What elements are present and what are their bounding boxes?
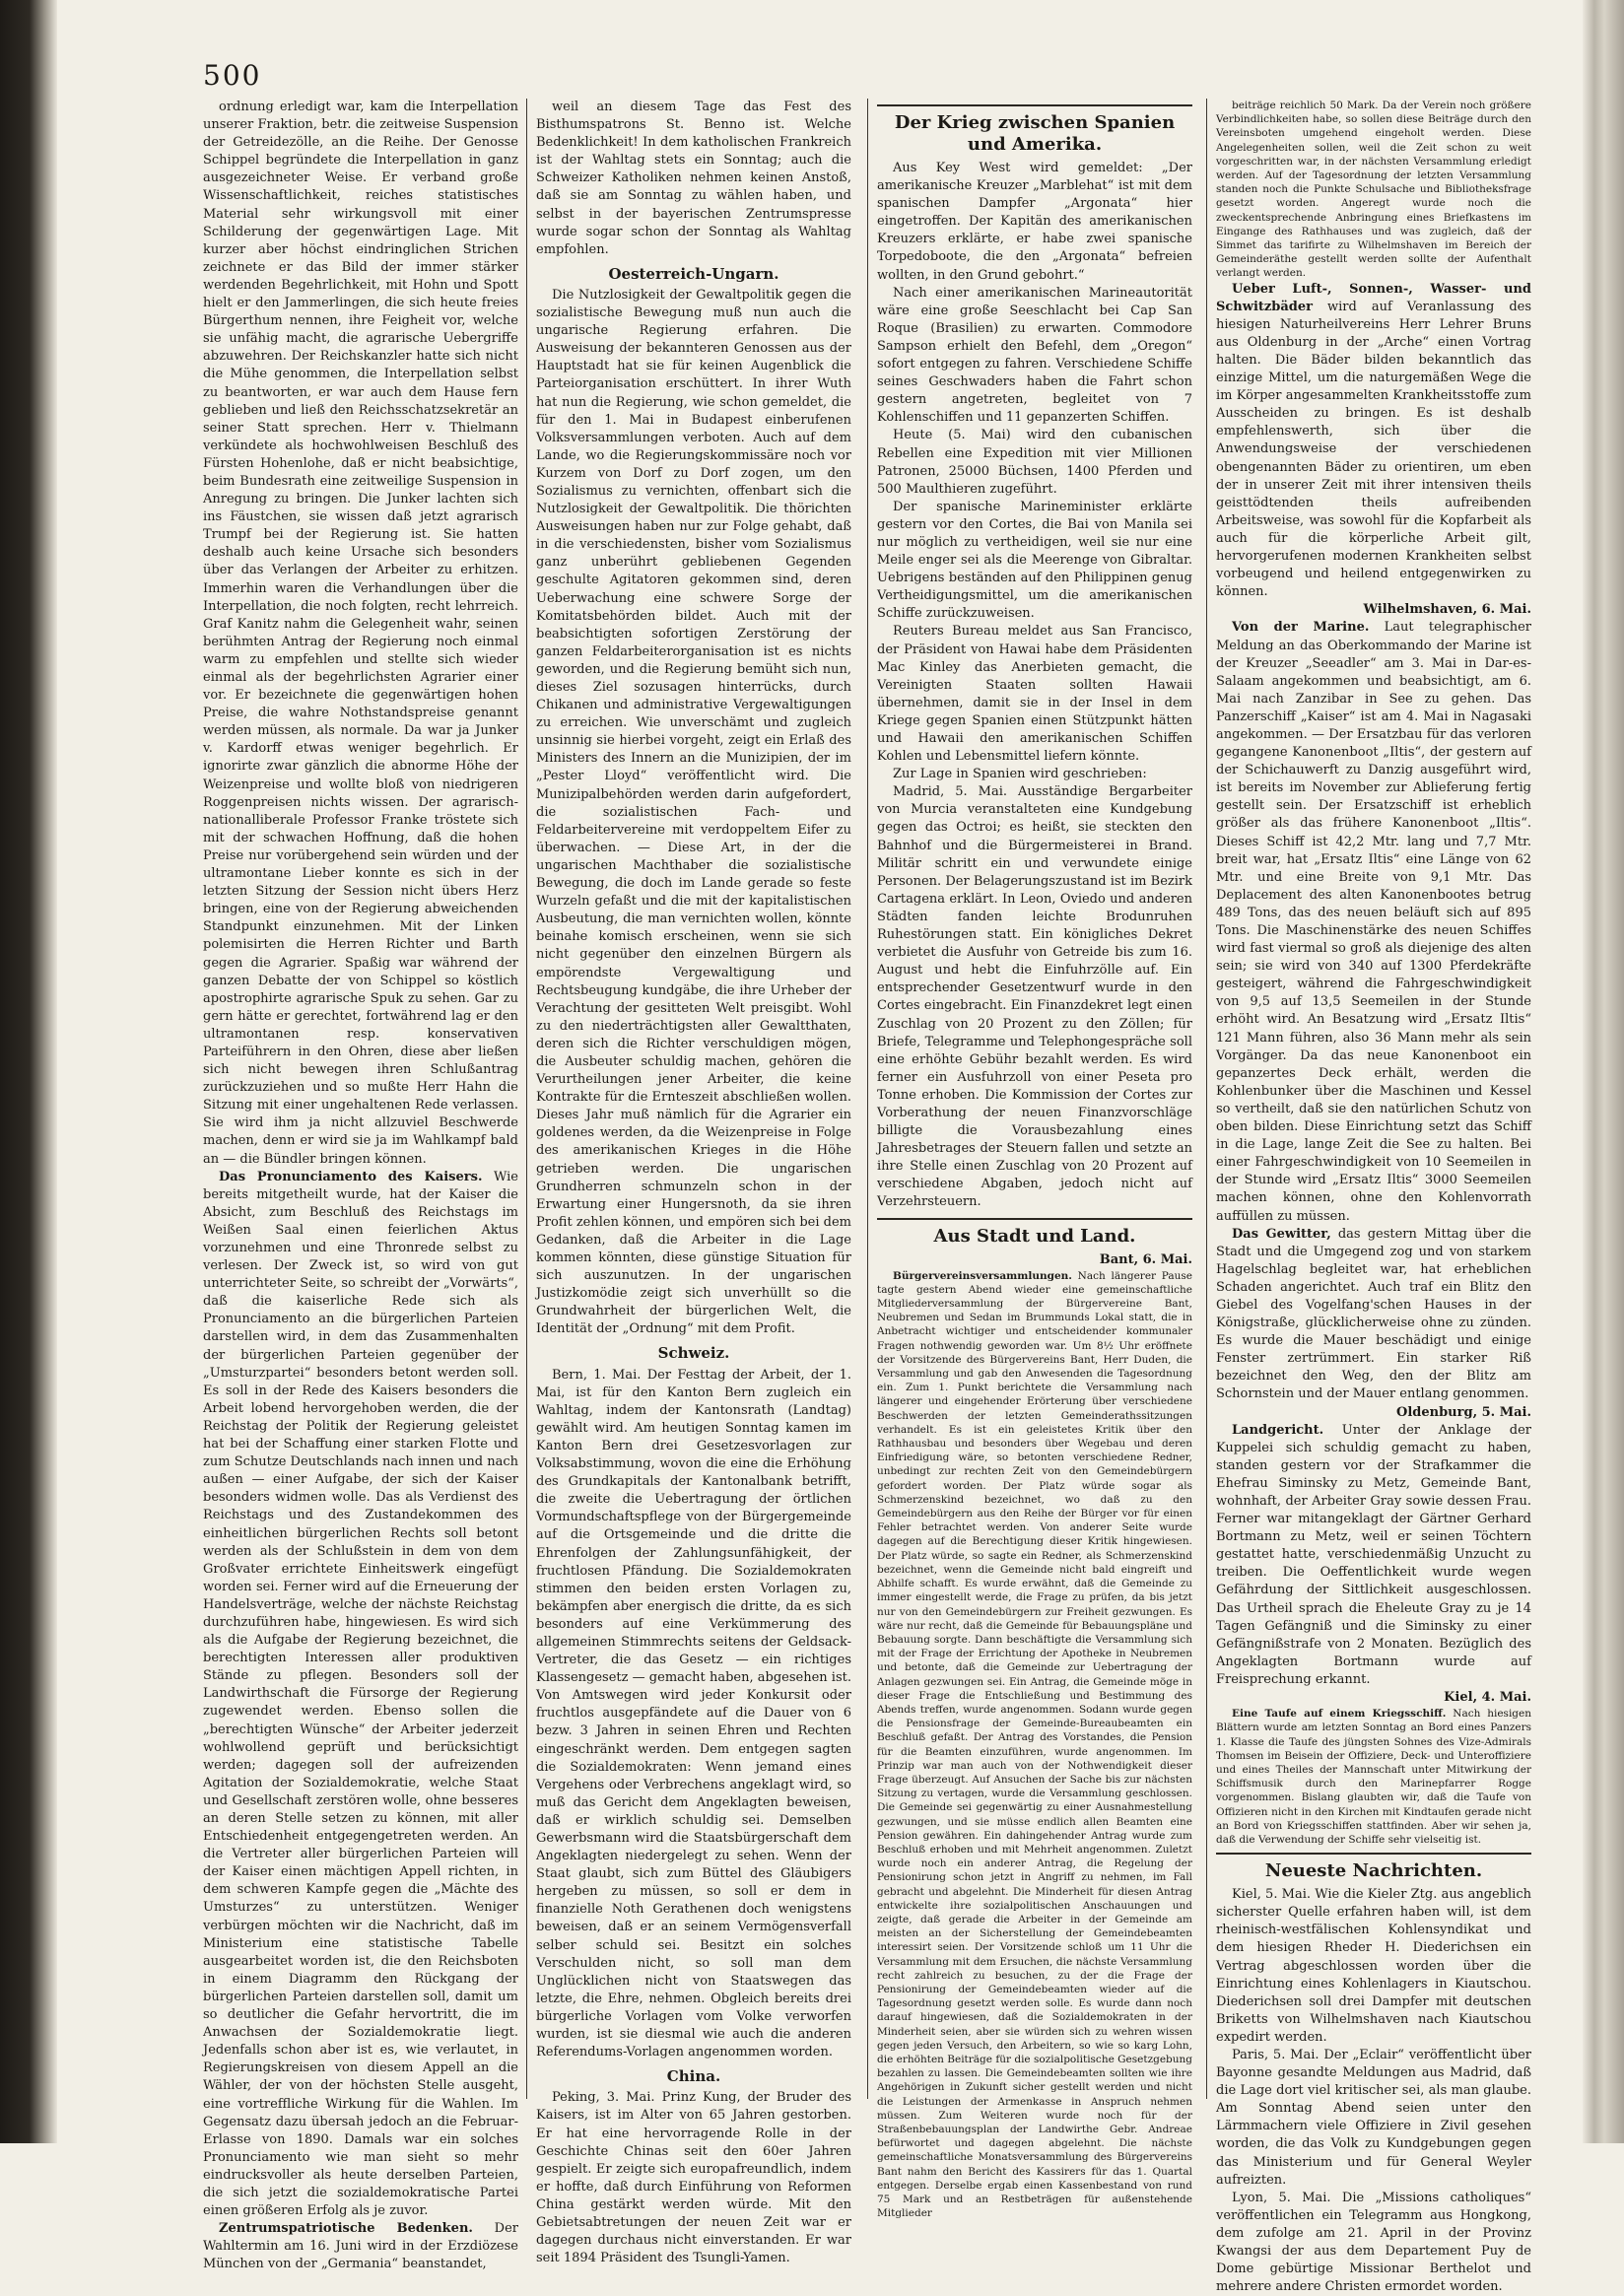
- dateline: Kiel, 4. Mai.: [1444, 1690, 1531, 1706]
- article-lead: Von der Marine.: [1232, 620, 1370, 636]
- article-text: Nach längerer Pause tagte gestern Abend wieder eine gemeinschaftliche Mitgliederversammlung der Bürgervereine Bant, Neubremen und Sedan im Brummunds Lokal statt, die in Anbetracht wichtiger und entscheidender kommunaler Fragen nothwendig geworden war. Um 8½ Uhr eröffnete der Vorsitzende des Bürgervereins Bant, Herr Duden, die Versammlung und gab den Anwesenden die Tagesordnung ein. Zum 1. Punkt berichtete die Versammlung nach längerer und eingehender Erörterung über verschiedene Beschwerden der letzten Gemeinderathssitzungen verhandelt. Es ist ein geleistetes Kritik über den Rathhausbau und besonders über Wegebau und deren Einfriedigung wäre, so betonten verschiedene Redner, unbedingt zur rechten Zeit von den Gemeindebürgern gefordert worden. Der Platz würde sogar als Schmerzenskind bezeichnet, wo daß zu den Gemeindebürgern aus den Reihe der Bürger vor für einen Fehler betrachtet werden. Von anderer Seite wurde dagegen auf die Berechtigung dieser Kritik hingewiesen. Der Platz würde, so sagte ein Redner, als Schmerzenskind bezeichnet, wenn die Gemeinde nicht bald eingreift und Abhilfe schafft. Es wurde erwähnt, daß die Gemeinde zu immer eingestellt werde, die Frage zu prüfen, da bis jetzt nur von den Gemeindebürgern zur Freiheit gezwungen. Es wäre nur recht, daß die Gemeinde für Bebauungspläne und Bebauung sorgte. Dann beschäftigte die Versammlung sich mit der Frage der Errichtung der Apotheke in Neubremen und betonte, daß die Gemeinde zur Uebertragung der Anlagen gezwungen sei. Ein Antrag, die Gemeinde möge in dieser Frage die Entschließung und Bestimmung des Abends treffen, wurde angenommen. Sodann wurde gegen die Pensionsfrage der Gemeinde-Bureaubeamten ein Beschluß gefaßt. Der Antrag des Vorstandes, die Pension für die Beamten einzuführen, wurde angenommen. Im Prinzip war man auch von der Nothwendigkeit dieser Frage überzeugt. Auf Ansuchen der Sache bis zur nächsten Sitzung zu vertagen, wurde die Versammlung geschlossen. Die Gemeinde sei gegenwärtig zu einer Ausnahmestellung gezwungen, und sie müsse endlich allen Beamten eine Pension gewähren. Ein dahingehender Antrag wurde zum Beschluß erhoben und mit Mehrheit angenommen. Zuletzt wurde noch ein anderer Antrag, die Regelung der Pensionirung schon jetzt in Angriff zu nehmen, im Fall gebracht und abgelehnt. Die Minderheit für diesen Antrag entwickelte ihre sozialpolitischen Anschauungen und zeigte, daß gerade die Arbeiter in der Gemeinde am meisten an der Sicherstellung der Gemeindebeamten interessirt seien. Der Vorsitzende schloß um 11 Uhr die Versammlung mit dem Ersuchen, die nächste Versammlung recht zahlreich zu besuchen, zu der die Frage der Pensionirung der Gemeindebeamten wieder auf die Tagesordnung gesetzt werden solle. Es wurde dann noch darauf hingewiesen, daß die Sozialdemokraten in der Minderheit seien, aber sie würden sich zu wehren wissen gegen jeden Versuch, den Arbeitern, so wie so karg Lohn, die erhöhten Beiträge für die sozialpolitische Gesetzgebung bezahlen zu lassen. Die Gemeindebeamten sollten wie ihre Angehörigen in Zukunft sicher gestellt werden und nicht die Leistungen der Armenkasse in Anspruch nehmen müssen. Zum Weiteren wurde noch für der Straßenbebauungsplan der Landwirthe Gebr. Andreae befürwortet und dagegen abgelehnt. Die nächste gemeinschaftliche Monatsversammlung des Bürgervereins Bant nahm den Bericht des Kassirers für das 1. Quartal entgegen. Derselbe ergab einen Kassenbestand von rund 75 Mark und an Restbeträgen für außenstehende Mitglieder: [877, 1269, 1192, 2220]
- article-paragraph: [1216, 2047, 1531, 2190]
- article-paragraph: [203, 2220, 518, 2273]
- article-text: weil an diesem Tage das Fest des Bisthumspatrons St. Benno ist. Welche Bedenklichkeit! In dem katholischen Frankreich ist der Wahltag stets ein Sonntag; auch die Schweizer Katholiken nehmen keinen Anstoß, daß sie am Sonntag zu wählen haben, und selbst in der bayerischen Zentrumspresse wurde sogar schon der Sonntag als Wahltag empfohlen.: [536, 100, 851, 257]
- newspaper-page: [193, 59, 1563, 2295]
- article-text: Reuters Bureau meldet aus San Francisco, der Präsident von Hawai habe dem Präsidenten Mac Kinley das Anerbieten gemacht, die Vereinigten Staaten sollten Hawaii übernehmen, damit sie in der Insel in dem Kriege gegen Spanien einen Stützpunkt hätten und Hawaii den amerikanischen Schiffen Kohlen und Lebensmittel liefern könnte.: [877, 624, 1192, 765]
- article-text: wird auf Veranlassung des hiesigen Naturheilvereins Herr Lehrer Bruns aus Oldenburg in der „Arche“ einen Vortrag halten. Die Bäder bilden bekanntlich das einzige Mittel, um die naturgemäßen Wege die im Körper angesammelten Krankheitsstoffe zum Ausscheiden zu bringen. Es ist deshalb empfehlenswerth, sich über die Anwendungsweise der verschiedenen obengenannten Bäder zu orientiren, um eben der in unserer Zeit mit ihrer intensiven theils geisttödtenden theils aufreibenden Arbeitsweise, was sowohl für die Kopfarbeit als auch für die körperliche Arbeit gilt, hervorgerufenen modernen Krankheiten selbst vorbeugend und heilend entgegenwirken zu können.: [1216, 299, 1531, 600]
- article-text: ordnung erledigt war, kam die Interpellation unserer Fraktion, betr. die zeitweise Suspension der Getreidezölle, an die Reihe. Der Genosse Schippel begründete die Interpellation in ganz ausgezeichneter Weise. Er verband große Wissenschaftlichkeit, reiches statistisches Material sehr wirkungsvoll mit einer Schilderung der gegenwärtigen Lage. Mit kurzer aber höchst eindringlichen Strichen zeichnete er das Bild der immer stärker werdenden Begehrlichkeit, mit Hohn und Spott hielt er den Jammerlingen, die sich heute freies Bürgerthum nennen, ihre Feigheit vor, welche sie unfähig macht, die agrarische Uebergriffe abzuwehren. Der Reichskanzler hatte sich nicht die Mühe genommen, die Interpellation selbst zu beantworten, er war auch dem Hause fern geblieben und ließ den Reichsschatzsekretär an seiner Statt sprechen. Herr v. Thielmann verkündete als hochwohlweisen Beschluß des Fürsten Hohenlohe, daß er nicht beabsichtige, beim Bundesrath eine zeitweilige Suspension in Anregung zu bringen. Die Junker lachten sich ins Fäustchen, sie wissen daß jetzt agrarisch Trumpf bei der Regierung ist. Sie hatten deshalb auch keine Ursache sich besonders über das Verlangen der Arbeiter zu erhitzen. Immerhin waren die Verhandlungen über die Interpellation, die noch folgten, recht lehrreich. Graf Kanitz nahm die Gelegenheit wahr, seinen berühmten Antrag der Regierung noch einmal warm zu empfehlen und stellte sich wieder einmal als der begehrlichsten Agrarier einer vor. Er bezeichnete die gegenwärtigen hohen Preise, die wahre Nothstandspreise genannt werden müssen, als normale. Da war ja Junker v. Kardorff etwas weniger begehrlich. Er ignorirte zwar gänzlich die abnorme Höhe der Weizenpreise und wollte bloß von niedrigeren Roggenpreisen nichts wissen. Der agrarisch-nationalliberale Professor Franke tröstete sich mit der schwachen Hoffnung, daß die hohen Preise nur vorübergehend sein würden und der ultramontane Lieber konnte es sich in der letzten Sitzung der Session nicht übers Herz bringen, eine von der Regierung abweichenden Standpunkt einzunehmen. Mit der Linken polemisirten die Herren Richter und Barth gegen die Agrarier. Spaßig war während der ganzen Debatte der von Schippel so köstlich apostrophirte agrarische Spuk zu sehen. Gar zu gern hätte er gerechtet, fortwährend lag er den ultramontanen resp. konservativen Parteiführern in den Ohren, diese aber ließen sich nicht bewegen ihren Schlußantrag zurückzuziehen und so mußte Herr Hahn die Sitzung mit einer ungehaltenen Rede verlassen. Sie wird ihm ja nicht allzuviel Beschwerde machen, denn er wird sie ja im Wahlkampf bald an — die Bündler bringen können.: [203, 100, 518, 1167]
- article-text: Wie bereits mitgetheilt wurde, hat der Kaiser die Absicht, zum Beschluß des Reichstags im Weißen Saal einen feierlichen Aktus vorzunehmen und eine Thronrede selbst zu verlesen. Der Zweck ist, so wird von gut unterrichteter Seite, so schreibt der „Vorwärts“, daß die kaiserliche Rede sich als Pronunciamento an die bürgerlichen Parteien darstellen wird, in dem das Zusammenhalten der bürgerlichen Parteien gegenüber der „Umsturzpartei“ besonders betont werden soll. Es soll in der Rede des Kaisers besonders die Arbeit lobend hervorgehoben werden, die der Reichstag der Politik der Regierung geleistet hat bei der Schaffung einer starken Flotte und zum Schutze Deutschlands nach innen und nach außen — einer Aufgabe, der sich der Kaiser besonders widmen wolle. Das als Verdienst des Reichstags und des Zustandekommen des einheitlichen bürgerlichen Rechts soll betont werden als der Schlußstein in dem von dem Großvater errichtete Einheitswerk eingefügt worden sei. Ferner wird auf die Erneuerung der Handelsverträge, welche der nächste Reichstag durchzuführen habe, hingewiesen. Es wird sich als die Aufgabe der Regierung bezeichnet, die berechtigten Interessen aller produktiven Stände zu pflegen. Besonders soll der Landwirthschaft die Fürsorge der Regierung zugewendet werden. Ebenso sollen die „berechtigten Wünsche“ der Arbeiter jederzeit wohlwollend geprüft und berücksichtigt werden; dagegen soll der aufreizenden Agitation der Sozialdemokratie, welche Staat und Gesellschaft zerstören wolle, ohne besseres an deren Stelle setzen zu können, mit aller Entschiedenheit entgegengetreten werden. An die Vertreter aller bürgerlichen Parteien will der Kaiser einen mächtigen Appell richten, in dem schweren Kampfe gegen die „Mächte des Umsturzes“ zu unterstützen. Weniger verbürgen möchten wir die Nachricht, daß im Ministerium eine statistische Tabelle ausgearbeitet worden ist, die den Reichsboten in einem Diagramm den Rückgang der bürgerlichen Parteien darstellen soll, damit um so deutlicher die Gefahr hervortritt, die im Anwachsen der Sozialdemokratie liegt. Jedenfalls schon aber ist es, wie verlautet, in Regierungskreisen von diesem Appell an die Wähler, der von der höchsten Stelle ausgeht, eine vortreffliche Wirkung für die Wahlen. Im Gegensatz dazu übersah jedoch an die Februar-Erlasse von 1890. Damals war ein solches Pronunciamento wie man sieht so mehr eindrucksvoller als heute derselben Parteien, die sich jetzt die sozialdemokratische Partei einen größeren Erfolg als je zuvor.: [203, 1169, 518, 2219]
- column-2: [536, 99, 851, 2266]
- article-text: Unter der Anklage der Kuppelei sich schuldig gemacht zu haben, standen gestern vor der Strafkammer die Ehefrau Siminsky zu Metz, Gemeinde Bant, wohnhaft, der Arbeiter Gray sowie dessen Frau. Ferner war mitangeklagt der Gärtner Gerhard Bortmann zu Metz, weil er seinen Töchtern gestattet hatte, verschiedenmäßig Unzucht zu treiben. Die Oeffentlichkeit wurde wegen Gefährdung der Sittlichkeit ausgeschlossen. Das Urtheil sprach die Eheleute Gray zu je 14 Tagen Gefängniß und die Siminsky zu einer Gefängnißstrafe von 2 Monaten. Bezüglich des Angeklagten Bortmann wurde auf Freisprechung erkannt.: [1216, 1422, 1531, 1687]
- article-text: Aus Key West wird gemeldet: „Der amerikanische Kreuzer „Marblehat“ ist mit dem spanischen Dampfer „Argonata“ hier eingetroffen. Der Kapitän des amerikanischen Kreuzers erklärte, er habe zwei spanische Torpedoboote, die den „Argonata“ befreien wollten, in den Grund gebohrt.“: [877, 161, 1192, 283]
- article-lead: Das Gewitter,: [1232, 1226, 1331, 1242]
- article-text: Nach einer amerikanischen Marineautorität wäre eine große Seeschlacht bei Cap San Roque (Brasilien) zu erwarten. Commodore Sampson erhielt den Befehl, dem „Oregon“ sofort entgegen zu fahren. Verschiedene Schiffe seines Geschwaders haben die Fahrt schon gestern angetreten, begleitet von 7 Kohlenschiffen und 11 gepanzerten Schiffen.: [877, 285, 1192, 426]
- article-paragraph: [536, 99, 851, 259]
- column-4: [1216, 99, 1532, 2295]
- article-paragraph: [877, 427, 1192, 498]
- page-number: 500: [203, 59, 262, 92]
- page-edge: [1583, 0, 1624, 2143]
- article-lead: Zentrumspatriotische Bedenken.: [219, 2221, 473, 2237]
- article-lead: Bürgervereinsversammlungen.: [893, 1269, 1072, 1282]
- section-heading: Schweiz.: [657, 1344, 730, 1363]
- article-text: Nach hiesigen Blättern wurde am letzten Sonntag an Bord eines Panzers 1. Klasse die Taufe des jüngsten Sohnes des Vize-Admirals Thomsen im Beisein der Offiziere, Deck- und Unteroffiziere und eines Theiles der Mannschaft unter Mitwirkung der Schiffsmusik durch den Marinepfarrer Rogge vorgenommen. Bislang glaubten wir, daß die Taufe von Offizieren nicht in den Kirchen mit Kindtaufen gerade nicht an Bord von Kriegsschiffen stattfinden. Aber wir sehen ja, daß die Verwendung der Schiffe sehr vielseitig ist.: [1216, 1708, 1532, 1846]
- article-lead: Landgericht.: [1232, 1422, 1324, 1438]
- article-lead: Das Pronunciamento des Kaisers.: [219, 1169, 483, 1184]
- section-heading: Der Krieg zwischen Spanien und Amerika.: [877, 104, 1192, 156]
- article-paragraph: [1216, 1886, 1531, 2047]
- article-paragraph: [877, 783, 1192, 1211]
- column-3: [877, 99, 1192, 2220]
- article-text: Peking, 3. Mai. Prinz Kung, der Bruder des Kaisers, ist im Alter von 65 Jahren gestorben. Er hat eine hervorragende Rolle in der Geschichte Chinas seit den 60er Jahren gespielt. Er zeigte sich europafreundlich, indem er hoffte, daß durch Einführung von Reformen China gestärkt werden würde. Mit den Gebietsabtretungen der neuen Zeit war er dagegen durchaus nicht einverstanden. Er war seit 1894 Präsident des Tsungli-Yamen.: [536, 2090, 851, 2266]
- article-text: Bern, 1. Mai. Der Festtag der Arbeit, der 1. Mai, ist für den Kanton Bern zugleich ein Wahltag, indem der Kantonsrath (Landtag) gewählt wird. Am heutigen Sonntag kamen im Kanton Bern drei Gesetzesvorlagen zur Volksabstimmung, wovon die eine die Erhöhung des Grundkapitals der Kantonalbank betrifft, die zweite die Uebertragung der örtlichen Vormundschaftspflege von der Bürgergemeinde auf die Ortsgemeinde und die dritte die Ehrenfolgen der Zahlungsunfähigkeit, der fruchtlosen Pfändung. Die Sozialdemokraten stimmen den beiden ersten Vorlagen zu, bekämpfen aber energisch die dritte, da es sich besonders auf eine Verkümmerung des allgemeinen Stimmrechts seitens der Geldsack-Vertreter, die das Gesetz — ein richtiges Klassengesetz — gemacht haben, abgesehen ist. Von Amtswegen wird jeder Konkursit oder fruchtlos ausgepfändete auf die Dauer von 6 bezw. 3 Jahren in seinen Ehren und Rechten eingeschränkt werden. Dem entgegen sagten die Sozialdemokraten: Wenn jemand eines Vergehens oder Verbrechens angeklagt wird, so muß das Gericht dem Angeklagten beweisen, daß er wirklich schuldig sei. Demselben Gewerbsmann wird die Staatsbürgerschaft dem Angeklagten niedergelegt zu sehen. Wenn der Staat glaubt, sich zum Büttel des Gläubigers hergeben zu müssen, so soll er dem in finanzielle Noth Gerathenen doch wenigstens beweisen, daß er an seinem Vermögensverfall selber schuld sei. Besitzt ein solches Verschulden nicht, so soll man dem Unglücklichen nicht von Staatswegen das letzte, die Ehre, nehmen. Obgleich bereits drei bürgerliche Vorlagen vom Volke verworfen wurden, ist sie diesmal wie auch die anderen Referendums-Vorlagen angenommen worden.: [536, 1367, 851, 2060]
- column-1: [203, 99, 519, 2272]
- article-paragraph: [1216, 281, 1531, 602]
- article-paragraph: [203, 1169, 518, 2221]
- article-lead: Eine Taufe auf einem Kriegsschiff.: [1232, 1708, 1447, 1721]
- article-text: Der Wahltermin am 16. Juni wird in der Erzdiözese München von der „Germania“ beanstandet,: [203, 2221, 519, 2272]
- article-text: das gestern Mittag über die Stadt und die Umgegend zog und von starkem Hagelschlag begleitet war, hat erheblichen Schaden angerichtet. Auch traf ein Blitz den Giebel des Vogelfang'schen Hauses in der Königstraße, glücklicherweise ohne zu zünden. Es wurde die Mauer beschädigt und einige Fenster zertrümmert. Ein starker Riß bezeichnet den Weg, den der Blitz am Schornstein und der Mauer entlang genommen.: [1216, 1226, 1531, 1402]
- article-lead: Ueber Luft-, Sonnen-, Wasser- und Schwitzbäder: [1216, 281, 1531, 314]
- article-text: beiträge reichlich 50 Mark. Da der Verein noch größere Verbindlichkeiten habe, so sollen diese Beiträge durch den Vereinsboten umgehend eingeholt werden. Diese Angelegenheiten sollen, weil die Zeit schon zu weit vorgeschritten war, in der nächsten Versammlung erledigt werden. Auf der Tagesordnung der letzten Versammlung standen noch die Punkte Schulsache und Bibliotheksfrage gesetzt worden. Angeregt wurde noch die zweckentsprechende Anbringung eines Briefkastens im Eingange des Rathhauses und was zugleich, daß der Simmet das tarifirte zu Wilhelmshaven im Bereich der Gemeinderäthe gestellt werden sollte der Aufenthalt verlangt werden.: [1216, 100, 1531, 280]
- book-binding-shadow: [0, 0, 57, 2143]
- section-heading: Aus Stadt und Land.: [877, 1218, 1192, 1248]
- article-paragraph: [877, 766, 1192, 783]
- article-paragraph: [877, 285, 1192, 428]
- dateline: Bant, 6. Mai.: [1099, 1251, 1192, 1267]
- column-divider: [526, 99, 527, 2099]
- column-divider: [867, 99, 868, 2099]
- article-paragraph: [1216, 2190, 1531, 2296]
- dateline: Oldenburg, 5. Mai.: [1396, 1404, 1531, 1420]
- article-text: Die Nutzlosigkeit der Gewaltpolitik gegen die sozialistische Bewegung muß nun auch die ungarische Regierung erfahren. Die Ausweisung der bekannteren Genossen aus der Hauptstadt hat sie für keinen Augenblick die Parteiorganisation erschüttert. In ihrer Wuth hat nun die Regierung, wie schon gemeldet, die für den 1. Mai in Budapest einberufenen Volksversammlungen verboten. Auch auf dem Lande, wo die Regierungskommissäre noch vor Kurzem von Dorf zu Dorf zogen, um den Sozialismus zu vernichten, offenbart sich die Nutzlosigkeit der Gewaltpolitik. Die thörichten Ausweisungen haben nur zur Folge gehabt, daß in die verschiedensten, bisher vom Sozialismus ganz unberührt gebliebenen Gegenden geschulte Agitatoren gekommen sind, deren Ueberwachung eine schwere Sorge der Komitatsbehörden bildet. Auch mit der beabsichtigten sofortigen Zerstörung der ganzen Feldarbeiterorganisation ist es nichts geworden, und die Regierung bemüht sich nun, dieses Ziel sozusagen hinterrücks, durch Chikanen und administrative Vergewaltigungen zu erreichen. Wie unverschämt und zugleich unsinnig sie hierbei vorgeht, zeigt ein Erlaß des Ministers des Innern an die Munizipien, der im „Pester Lloyd“ veröffentlicht wird. Die Munizipalbehörden werden darin aufgefordert, die sozialistischen Fach- und Feldarbeitervereine mit verdoppeltem Eifer zu überwachen. — Diese Art, in der die ungarischen Machthaber die sozialistische Bewegung, die doch im Lande gerade so feste Wurzeln gefaßt und die mit der kapitalistischen Ausbeutung, die man vernichten wollen, könnte beinahe komisch erscheinen, wenn sie sich nicht gegenüber den einzelnen Bürgern als empörendste Vergewaltigung und Rechtsbeugung kundgäbe, die ihre Urheber der Verachtung der gesitteten Welt preisgibt. Wohl zu den niederträchtigsten aller Gewaltthaten, deren sich die Richter verschuldigen mögen, die Ausbeuter schuldig machen, gehören die Verurtheilungen jener Arbeiter, die keine Kontrakte für die Ernteszeit abschließen wollen. Dieses Jahr muß nämlich für die Agrarier ein goldenes werden, da die Weizenpreise in Folge des amerikanischen Krieges in die Höhe getrieben werden. Die ungarischen Grundherren schmunzeln schon in der Erwartung einer Hungersnoth, da sie ihren Profit zehlen können, und empören sich bei dem Gedanken, daß die Arbeiter in die Lage kommen könnten, diese günstige Situation für sich auszunutzen. In der ungarischen Justizkomödie zeigt sich unverhüllt so die Grundwahrheit der bürgerlichen Welt, die Identität der „Ordnung“ mit dem Profit.: [536, 287, 851, 1337]
- article-text: Paris, 5. Mai. Der „Eclair“ veröffentlicht über Bayonne gesandte Meldungen aus Madrid, daß die Lage dort viel kritischer sei, als man glaube. Am Sonntag Abend seien unter den Lärmmachern viele Offiziere in Zivil gesehen worden, die das Volk zu Kundgebungen gegen das Ministerium und für General Weyler aufreizten.: [1216, 2048, 1531, 2188]
- article-text: Madrid, 5. Mai. Ausständige Bergarbeiter von Murcia veranstalteten eine Kundgebung gegen das Octroi; es heißt, sie steckten den Bahnhof und die Bürgermeisterei in Brand. Militär schritt ein und verwundete einige Personen. Der Belagerungszustand ist im Bezirk Cartagena erklärt. In Leon, Oviedo und anderen Städten fanden leichte Brodunruhen Ruhestörungen statt. Ein königliches Dekret verbietet die Ausfuhr von Getreide bis zum 16. August und hebt die Einfuhrzölle auf. Ein entsprechender Gesetzentwurf wurde in den Cortes eingebracht. Ein Finanzdekret legt einen Zuschlag von 20 Prozent zu den Zöllen; für Briefe, Telegramme und Telephongespräche soll eine erhöhte Gebühr bezahlt werden. Es wird ferner ein Ausfuhrzoll von einer Peseta pro Tonne erhoben. Die Kommission der Cortes zur Vorberathung der neuen Finanzvorschläge billigte die Vorausbezahlung eines Jahresbetrages der Steuern fallen und setzte an ihre Stelle einen Zuschlag von 20 Prozent auf verschiedene Abgaben, jedoch nicht auf Verzehrsteuern.: [877, 784, 1192, 1210]
- article-text: Der spanische Marineminister erklärte gestern vor den Cortes, die Bai von Manila sei nur möglich zu vertheidigen, weil sie nur eine Meile enger sei als die Meerenge von Gibraltar. Uebrigens beständen auf den Philippinen genug Vertheidigungsmittel, um die amerikanischen Schiffe zurückzuweisen.: [877, 499, 1192, 622]
- article-paragraph: [1216, 99, 1531, 281]
- article-paragraph: [1216, 1422, 1531, 1689]
- article-paragraph: [877, 1269, 1192, 2221]
- article-paragraph: [1216, 619, 1531, 1225]
- column-divider: [1206, 99, 1207, 2099]
- article-paragraph: [877, 160, 1192, 285]
- section-heading: China.: [666, 2067, 721, 2086]
- section-heading: Oesterreich-Ungarn.: [608, 264, 779, 283]
- dateline: Wilhelmshaven, 6. Mai.: [1363, 602, 1531, 618]
- section-heading: Neueste Nachrichten.: [1216, 1853, 1531, 1882]
- article-paragraph: [1216, 1707, 1531, 1847]
- article-text: Heute (5. Mai) wird den cubanischen Rebellen eine Expedition mit vier Millionen Patronen, 25000 Büchsen, 1400 Pferden und 500 Maulthieren zugeführt.: [877, 428, 1192, 497]
- article-paragraph: [536, 2089, 851, 2267]
- article-paragraph: [1216, 1226, 1531, 1404]
- article-paragraph: [877, 499, 1192, 624]
- article-text: Kiel, 5. Mai. Wie die Kieler Ztg. aus angeblich sicherster Quelle erfahren haben will, ist dem rheinisch-westfälischen Kohlensyndikat und dem hiesigen Rheder H. Diederichsen ein Vertrag abgeschlossen worden über die Einrichtung eines Kohlenlagers in Kiautschou. Diederichsen soll drei Dampfer mit deutschen Briketts von Wilhelmshaven nach Kiautschou expedirt werden.: [1216, 1887, 1531, 2045]
- article-text: Lyon, 5. Mai. Die „Missions catholiques“ veröffentlichen ein Telegramm aus Hongkong, dem zufolge am 21. April in der Provinz Kwangsi der aus dem Departement Puy de Dome gebürtige Missionar Berthelot und mehrere andere Christen ermordet worden.: [1216, 2190, 1531, 2295]
- article-text: Zur Lage in Spanien wird geschrieben:: [893, 767, 1147, 782]
- article-text: Laut telegraphischer Meldung an das Oberkommando der Marine ist der Kreuzer „Seeadler“ am 3. Mai in Dar-es-Salaam angekommen und beabsichtigt, am 6. Mai nach Zanzibar in See zu gehen. Das Panzerschiff „Kaiser“ ist am 4. Mai in Nagasaki angekommen. — Der Ersatzbau für das verloren gegangene Kanonenboot „Iltis“, der gestern auf der Schichauwerft zu Danzig ausgeführt wird, ist bereits im November zur Ablieferung fertig gestellt sein. Der Ersatzschiff ist erheblich größer als das frühere Kanonenboot „Iltis“. Dieses Schiff ist 42,2 Mtr. lang und 7,7 Mtr. breit war, hat „Ersatz Iltis“ eine Länge von 62 Mtr. und eine Breite von 9,1 Mtr. Das Deplacement des alten Kanonenbootes betrug 489 Tons, das des neuen beläuft sich auf 895 Tons. Die Maschinenstärke des neuen Schiffes wird fast viermal so groß als diejenige des alten sein; sie wird von 340 auf 1300 Pferdekräfte gesteigert, während die Fahrgeschwindigkeit von 9,5 auf 13,5 Seemeilen in der Stunde erhöht wird. An Besatzung wird „Ersatz Iltis“ 121 Mann führen, also 36 Mann mehr als sein Vorgänger. Da das neue Kanonenboot ein gepanzertes Deck erhält, werden die Kohlenbunker über die Maschinen und Kessel so vertheilt, daß sie den natürlichen Schutz von oben bilden. Diese Einrichtung setzt das Schiff in die Lage, lange Zeit die See zu halten. Bei einer Fahrgeschwindigkeit von 10 Seemeilen in der Stunde wird „Ersatz Iltis“ 3000 Seemeilen machen können, ohne den Kohlenvorrath auffüllen zu müssen.: [1216, 620, 1531, 1224]
- article-paragraph: [203, 99, 518, 1169]
- article-paragraph: [536, 1367, 851, 2062]
- article-paragraph: [536, 287, 851, 1339]
- article-paragraph: [877, 623, 1192, 766]
